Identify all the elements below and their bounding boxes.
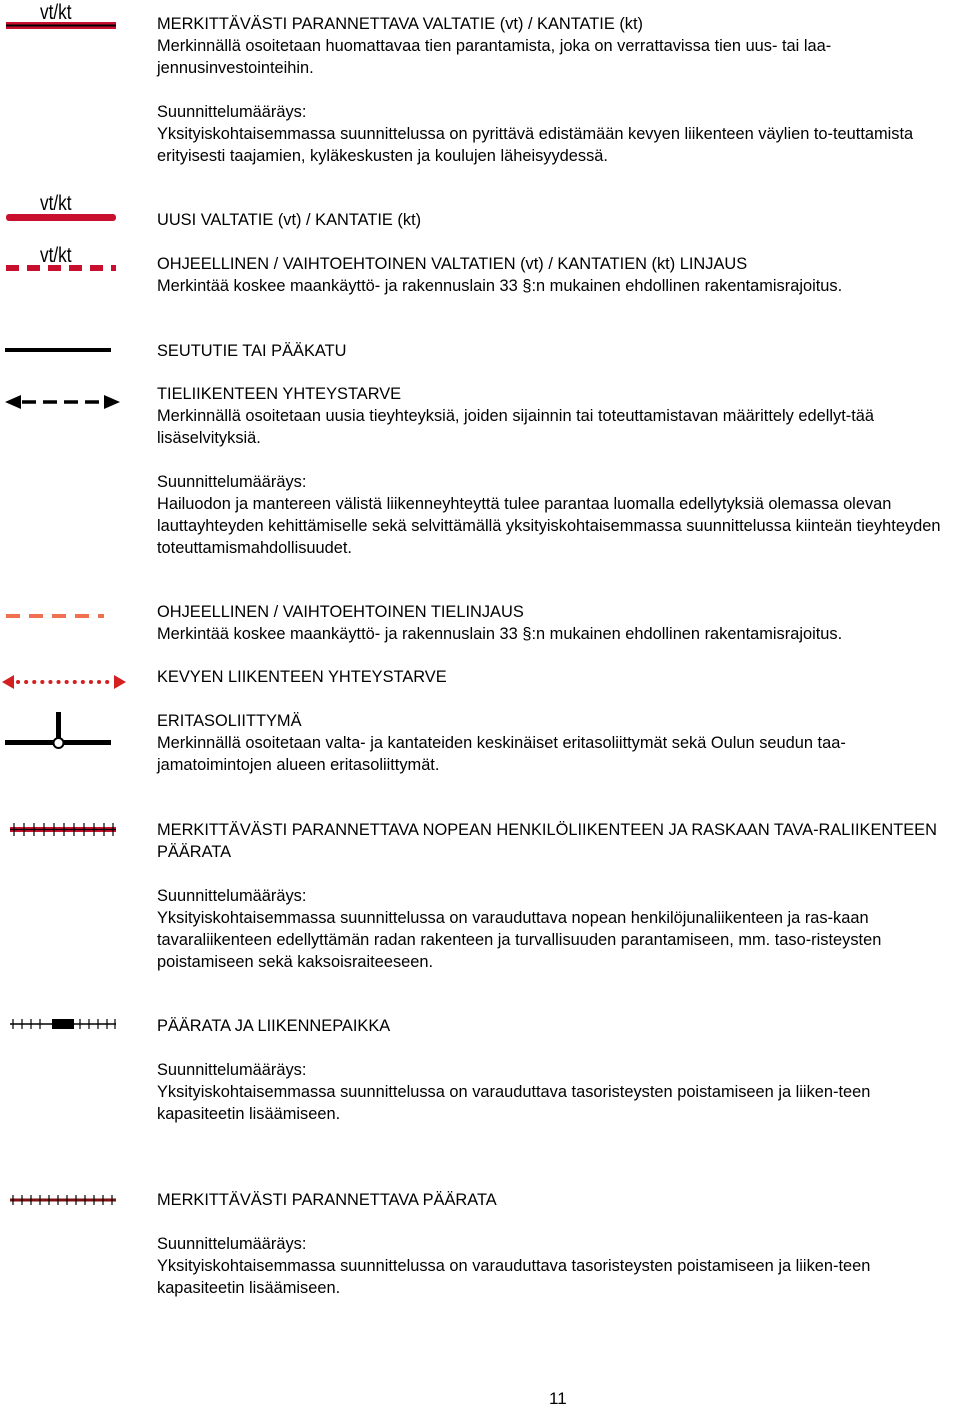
entry-title: OHJEELLINEN / VAIHTOEHTOINEN TIELINJAUS (157, 603, 524, 621)
entry-tentative-road-alignment (157, 601, 957, 645)
symbol-new-trunk-road (0, 190, 130, 230)
order-text: Yksityiskohtaisemmassa suunnittelussa on varauduttava tasoristeysten poistamiseen ja liiken-teen kapasiteetin lisäämiseen. (157, 1257, 871, 1297)
double-arrow-dashed-icon (0, 390, 130, 414)
entry-description: Merkinnällä osoitetaan huomattavaa tien parantamista, joka on verrattavissa tien uus- tai laa-jennusinvestointeihin. (157, 37, 832, 77)
entry-title: TIELIIKENTEEN YHTEYSTARVE (157, 385, 402, 403)
entry-title: SEUTUTIE TAI PÄÄKATU (157, 342, 347, 360)
symbol-regional-road (0, 338, 130, 362)
entry-title: ERITASOLIITTYMÄ (157, 712, 302, 730)
entry-description: Merkintää koskee maankäyttö- ja rakennuslain 33 §:n mukainen ehdollinen rakentamisrajoitus. (157, 625, 843, 643)
entry-grade-separated-junction (157, 710, 957, 776)
railway-station-icon (0, 1012, 130, 1036)
entry-description: Merkintää koskee maankäyttö- ja rakennuslain 33 §:n mukainen ehdollinen rakentamisrajoitus. (157, 277, 843, 295)
entry-title: PÄÄRATA JA LIIKENNEPAIKKA (157, 1017, 391, 1035)
page-number: 11 (549, 1389, 567, 1408)
symbol-light-traffic-connection-need (0, 670, 130, 694)
entry-improved-main-railway (157, 1189, 957, 1299)
symbol-grade-separated-junction (0, 708, 130, 758)
tentative-road-dashed-icon (0, 604, 130, 628)
entry-title: UUSI VALTATIE (vt) / KANTATIE (kt) (157, 211, 422, 229)
railway-red-ticked-icon (0, 818, 130, 842)
order-heading: Suunnittelumääräys: (157, 1061, 307, 1079)
symbol-improved-trunk-road (0, 0, 130, 40)
symbol-main-railway-station (0, 1012, 130, 1036)
symbol-label-vt-kt: vt/kt (40, 244, 72, 267)
symbol-road-connection-need (0, 390, 130, 414)
entry-description: Merkinnällä osoitetaan uusia tieyhteyksiä, joiden sijainnin tai toteuttamistavan määrittely edellyt-tää lisäselvityksiä. (157, 407, 875, 447)
order-heading: Suunnittelumääräys: (157, 887, 307, 905)
regional-road-line-icon (0, 338, 130, 362)
order-heading: Suunnittelumääräys: (157, 473, 307, 491)
entry-title: KEVYEN LIIKENTEEN YHTEYSTARVE (157, 668, 447, 686)
double-arrow-dotted-icon (0, 670, 130, 694)
symbol-improved-main-railway (0, 1188, 130, 1212)
entry-improved-trunk-road (157, 13, 957, 167)
symbol-high-speed-main-railway (0, 818, 130, 842)
symbol-tentative-trunk-road (0, 240, 130, 280)
entry-title: MERKITTÄVÄSTI PARANNETTAVA NOPEAN HENKILÖLIIKENTEEN JA RASKAAN TAVA-RALIIKENTEEN PÄÄRATA (157, 821, 937, 861)
entry-title: MERKITTÄVÄSTI PARANNETTAVA PÄÄRATA (157, 1191, 497, 1209)
grade-separated-junction-icon (0, 708, 130, 758)
symbol-tentative-road-alignment (0, 604, 130, 628)
order-heading: Suunnittelumääräys: (157, 103, 307, 121)
order-text: Yksityiskohtaisemmassa suunnittelussa on varauduttava nopean henkilöjunaliikenteen ja ras-kaan tavaraliikenteen edellyttämän radan rakenteen ja turvallisuuden parantamiseen, mm. taso-risteysten poistamiseen sekä kaksoisraiteeseen. (157, 909, 882, 971)
symbol-label-vt-kt: vt/kt (40, 1, 72, 24)
order-text: Yksityiskohtaisemmassa suunnittelussa on varauduttava tasoristeysten poistamiseen ja liiken-teen kapasiteetin lisäämiseen. (157, 1083, 871, 1123)
order-heading: Suunnittelumääräys: (157, 1235, 307, 1253)
order-text: Hailuodon ja mantereen välistä liikenneyhteyttä tulee parantaa luomalla edellytyksiä olemassa olevan lauttayhteyden kehittämiselle sekä selvittämällä yksityiskohtaisemmassa suunnittelussa kiinteän tieyhteyden toteuttamismahdollisuudet. (157, 495, 941, 557)
railway-dark-red-ticked-icon (0, 1188, 130, 1212)
entry-high-speed-main-railway (157, 819, 957, 973)
entry-title: MERKITTÄVÄSTI PARANNETTAVA VALTATIE (vt) / KANTATIE (kt) (157, 15, 643, 33)
entry-light-traffic-connection-need (157, 666, 957, 688)
entry-regional-road (157, 340, 957, 362)
entry-tentative-trunk-road (157, 253, 957, 297)
entry-new-trunk-road (157, 209, 957, 231)
entry-description: Merkinnällä osoitetaan valta- ja kantateiden keskinäiset eritasoliittymät sekä Oulun seudun taa-jamatoimintojen alueen eritasoliittymät. (157, 734, 846, 774)
symbol-label-vt-kt: vt/kt (40, 192, 72, 215)
entry-main-railway-station (157, 1015, 957, 1125)
order-text: Yksityiskohtaisemmassa suunnittelussa on pyrittävä edistämään kevyen liikenteen väylien to-teuttamista erityisesti taajamien, kyläkeskusten ja koulujen läheisyydessä. (157, 125, 914, 165)
entry-road-connection-need (157, 383, 957, 559)
entry-title: OHJEELLINEN / VAIHTOEHTOINEN VALTATIEN (vt) / KANTATIEN (kt) LINJAUS (157, 255, 748, 273)
